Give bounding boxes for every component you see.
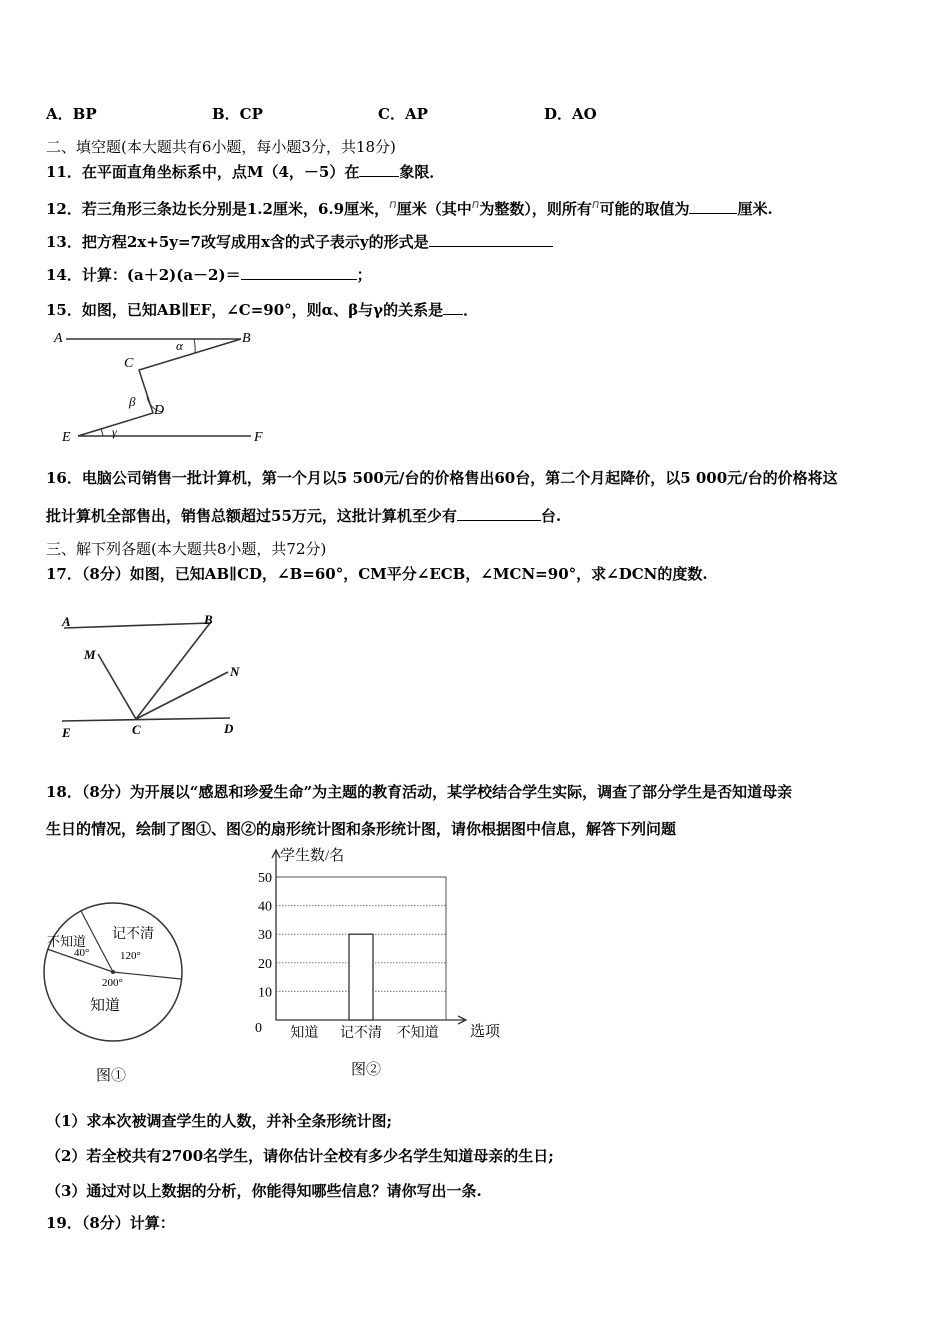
question-17: 17．（8分）如图，已知AB∥CD，∠B=60°，CM平分∠ECB，∠MCN=90°，求∠DCN的度数. xyxy=(46,565,708,583)
y-tick-label: 0 xyxy=(255,1021,262,1036)
pie-label-jibuqing: 记不清 xyxy=(112,927,154,942)
figure-15 xyxy=(46,322,286,452)
bars xyxy=(349,934,373,1020)
line-ed xyxy=(62,718,230,721)
label-e: E xyxy=(62,430,71,445)
label-n: N xyxy=(230,664,240,679)
answer-blank xyxy=(457,506,541,521)
label-alpha: α xyxy=(176,338,183,353)
label-gamma: γ xyxy=(112,425,117,439)
answer-blank xyxy=(689,199,737,214)
choice-b: B．CP xyxy=(212,105,263,123)
variable-n: n xyxy=(591,197,600,211)
segment-cn xyxy=(136,672,228,719)
question-11 xyxy=(46,161,444,182)
question-15 xyxy=(46,299,478,320)
question-18-part-3: （3）通过对以上数据的分析，你能得知哪些信息？请你写出一条. xyxy=(46,1182,482,1200)
label-a: A xyxy=(62,614,71,629)
answer-blank xyxy=(359,162,399,177)
q12-text: 12．若三角形三条边长分别是1.2厘米，6.9厘米， xyxy=(46,200,390,218)
q12-end: 厘米. xyxy=(737,200,773,218)
q12-text-d: 可能的取值为 xyxy=(599,200,690,218)
question-12 xyxy=(46,197,773,219)
angle-arc-alpha xyxy=(194,339,195,353)
choice-d: D．AO xyxy=(544,105,597,123)
q13-text: 13．把方程2x+5y=7改写成用x含的式子表示y的形式是 xyxy=(46,233,429,251)
q11-text: 11．在平面直角坐标系中，点M（4，－5）在 xyxy=(46,163,360,181)
variable-n: n xyxy=(389,197,397,211)
question-13 xyxy=(46,231,553,252)
x-tick-label: 不知道 xyxy=(396,1026,439,1041)
pie-chart xyxy=(42,900,192,1090)
pie-divider xyxy=(113,972,181,979)
label-d: D xyxy=(224,721,234,736)
q16-end: 台. xyxy=(540,507,562,525)
q15-end: ． xyxy=(463,301,479,319)
answer-blank xyxy=(241,265,357,280)
line-ab xyxy=(64,623,210,628)
angle-arc-gamma xyxy=(101,429,103,436)
label-c: C xyxy=(132,722,141,737)
pie-angle-buzhidao: 40° xyxy=(74,947,90,959)
answer-blank xyxy=(443,300,463,315)
label-b: B xyxy=(242,331,251,346)
q16-text: 批计算机全部售出，销售总额超过55万元，这批计算机至少有 xyxy=(46,507,457,525)
y-tick-label: 20 xyxy=(258,956,272,972)
section-2-title: 二、填空题(本大题共有6小题，每小题3分，共18分) xyxy=(46,138,396,156)
y-tick-label: 30 xyxy=(258,928,272,944)
label-c: C xyxy=(124,356,134,371)
pie-label-buzhidao: 不知道 xyxy=(47,934,87,949)
question-16-line-2 xyxy=(46,505,561,526)
q11-end: 象限． xyxy=(399,163,445,181)
x-tick-label: 记不清 xyxy=(340,1026,382,1041)
pie-angle-zhidao: 200° xyxy=(102,977,123,989)
q14-text: 14．计算：(a＋2)(a－2)＝ xyxy=(46,266,241,284)
question-19: 19．（8分）计算： xyxy=(46,1214,175,1232)
label-a: A xyxy=(54,331,63,346)
q12-text-c: 为整数），则所有 xyxy=(479,200,592,218)
label-e: E xyxy=(62,725,71,740)
zigzag-bcde xyxy=(78,339,241,436)
segment-cb xyxy=(136,623,210,719)
choices-row xyxy=(46,103,597,124)
y-tick-label: 40 xyxy=(258,899,272,915)
bar-chart xyxy=(248,842,518,1082)
question-14 xyxy=(46,264,372,285)
question-18-part-2: （2）若全校共有2700名学生，请你估计全校有多少名学生知道母亲的生日; xyxy=(46,1147,554,1165)
y-tick-label: 50 xyxy=(258,871,272,886)
choice-a: A．BP xyxy=(46,105,97,123)
y-axis-title: 学生数/名 xyxy=(280,848,345,864)
label-b: B xyxy=(204,612,213,627)
pie-angle-jibuqing: 120° xyxy=(120,950,141,962)
pie-caption: 图① xyxy=(96,1068,127,1084)
pie-center-dot xyxy=(111,970,115,974)
answer-blank xyxy=(429,232,553,247)
q15-text: 15．如图，已知AB∥EF，∠C=90°，则α、β与γ的关系是 xyxy=(46,301,444,319)
question-16-line-1: 16．电脑公司销售一批计算机，第一个月以5 500元/台的价格售出60台，第二个月起降价，以5 000元/台的价格将这 xyxy=(46,469,838,487)
label-d: D xyxy=(154,403,165,418)
segment-cm xyxy=(98,654,136,719)
bar-chart-caption: 图② xyxy=(350,1062,382,1078)
x-axis-title: 选项 xyxy=(470,1024,501,1040)
choice-c: C．AP xyxy=(378,105,428,123)
q12-text-b: 厘米（其中 xyxy=(396,200,472,218)
section-3-title: 三、解下列各题(本大题共8小题，共72分) xyxy=(46,540,327,558)
x-tick-label: 知道 xyxy=(290,1026,319,1041)
pie-label-zhidao: 知道 xyxy=(90,998,121,1014)
label-beta: β xyxy=(129,394,136,409)
y-tick-label: 10 xyxy=(258,985,272,1001)
label-m: M xyxy=(84,647,96,662)
label-f: F xyxy=(254,430,263,445)
q14-end: ； xyxy=(356,266,372,284)
question-18-part-1: （1）求本次被调查学生的人数，并补全条形统计图; xyxy=(46,1112,392,1130)
question-18-line-2: 生日的情况，绘制了图①、图②的扇形统计图和条形统计图，请你根据图中信息，解答下列问题 xyxy=(46,820,677,838)
bar-记不清 xyxy=(349,934,373,1020)
question-18-line-1: 18．（8分）为开展以“感恩和珍爱生命”为主题的教育活动，某学校结合学生实际，调查了部分学生是否知道母亲 xyxy=(46,783,793,801)
variable-n: n xyxy=(471,197,480,211)
figure-17 xyxy=(50,604,260,744)
